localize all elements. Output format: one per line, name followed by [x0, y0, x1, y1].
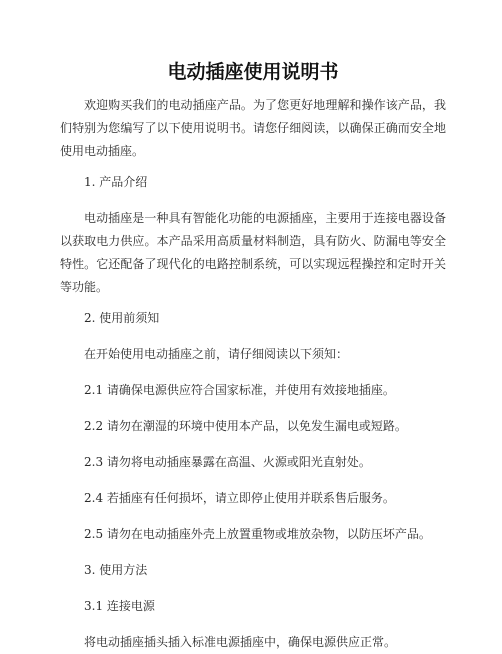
section-1-heading: 1. 产品介绍	[84, 175, 148, 189]
section-3-1-body: 将电动插座插头插入标准电源插座中，确保电源供应正常。	[84, 635, 397, 649]
section-1-body: 电动插座是一种具有智能化功能的电源插座，主要用于连接电器设备以获取电力供应。本产品采用高质量材料制造，具有防火、防漏电等安全特性。它还配备了现代化的电路控制系统，可以实现远程操控和定时开关等功能。	[60, 211, 446, 294]
notice-item-2-3: 2.3 请勿将电动插座暴露在高温、火源或阳光直射处。	[84, 455, 371, 469]
intro-paragraph: 欢迎购买我们的电动插座产品。为了您更好地理解和操作该产品，我们特别为您编写了以下使用说明书。请您仔细阅读，以确保正确而安全地使用电动插座。	[60, 98, 446, 158]
notice-item-2-4: 2.4 若插座有任何损坏，请立即停止使用并联系售后服务。	[84, 491, 395, 505]
notice-item-2-2: 2.2 请勿在潮湿的环境中使用本产品，以免发生漏电或短路。	[84, 419, 407, 433]
document-title: 电动插座使用说明书	[167, 61, 339, 83]
notice-item-2-1: 2.1 请确保电源供应符合国家标准，并使用有效接地插座。	[84, 383, 395, 397]
section-2-heading: 2. 使用前须知	[84, 311, 160, 325]
section-3-heading: 3. 使用方法	[84, 563, 148, 577]
notice-item-2-5: 2.5 请勿在电动插座外壳上放置重物或堆放杂物，以防压坏产品。	[84, 527, 431, 541]
section-3-1-heading: 3.1 连接电源	[84, 599, 155, 613]
section-2-intro: 在开始使用电动插座之前，请仔细阅读以下须知：	[84, 347, 349, 361]
